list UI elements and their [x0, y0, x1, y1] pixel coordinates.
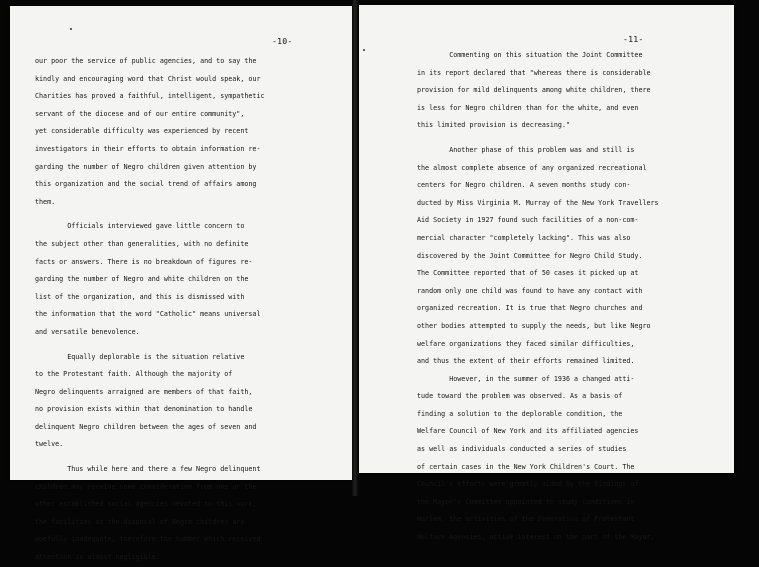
text-line: ducted by Miss Virginia M. Murray of the New York Travellers — [417, 198, 659, 207]
text-line: other established social agencies devoted to this work, — [35, 500, 257, 509]
text-line: Equally deplorable is the situation relative — [35, 352, 245, 361]
text-line: in its report declared that "whereas there is considerable — [417, 68, 651, 77]
text-line: facts or answers. There is no breakdown of figures re- — [35, 257, 253, 266]
text-line: centers for Negro children. A seven months study con- — [417, 181, 631, 190]
scan-speck — [70, 28, 72, 30]
left-page — [10, 6, 353, 562]
text-line: investigators in their efforts to obtain information re- — [35, 144, 261, 153]
text-line: Aid Society in 1927 found such facilities of a non-com- — [417, 216, 639, 225]
paragraph-gap — [35, 211, 265, 218]
text-line: Harlem, the activities of the Federation of Protestant — [417, 515, 635, 524]
text-line: attention is almost negligible. — [35, 553, 160, 562]
text-line: this organization and the social trend of affairs among — [35, 180, 257, 189]
text-line: discovered by the Joint Committee for Negro Child Study. — [417, 251, 643, 260]
text-line: However, in the summer of 1936 a changed atti- — [417, 374, 635, 383]
text-line: Welfare Council of New York and its affiliated agencies — [417, 427, 639, 436]
page-number-left: -10- — [272, 36, 293, 46]
text-line: Welfare Agencies, active interest on the part of the Mayor, — [417, 533, 655, 542]
text-line: no provision exists within that denomination to handle — [35, 405, 253, 414]
text-line: as well as individuals conducted a series of studies — [417, 445, 627, 454]
text-line: list of the organization, and this is dismissed with — [35, 292, 245, 301]
text-line: the subject other than generalities, with no definite — [35, 239, 249, 248]
text-line: organized recreation. It is true that Negro churches and — [417, 304, 643, 313]
page-number-right: -11- — [623, 34, 644, 44]
text-line: the Mayor's Committee appointed to study conditions in — [417, 497, 635, 506]
text-line: provision for mild delinquents among white children, there — [417, 86, 651, 95]
text-line: and thus the extent of their efforts remained limited. — [417, 357, 635, 366]
text-line: woefully inadequate, therefore the number which received — [35, 535, 261, 544]
text-line: the almost complete absence of any organized recreational — [417, 163, 647, 172]
paragraph-gap — [417, 135, 659, 142]
text-line: The Committee reported that of 50 cases it picked up at — [417, 269, 639, 278]
text-line: the facilities at the disposal of Negro children are — [35, 517, 245, 526]
text-line: is less for Negro children than for the white, and even — [417, 103, 639, 112]
text-line: garding the number of Negro children given attention by — [35, 162, 257, 171]
paragraph-gap — [35, 454, 265, 461]
scan-speck — [363, 49, 365, 51]
text-line: delinquent Negro children between the ages of seven and — [35, 422, 257, 431]
text-line: twelve. — [35, 440, 64, 449]
text-line: Thus while here and there a few Negro delinquent — [35, 465, 261, 474]
text-line: random only one child was found to have any contact with — [417, 286, 643, 295]
text-line: this limited provision is decreasing." — [417, 121, 570, 130]
left-page-text — [35, 53, 265, 567]
text-line: and versatile benevolence. — [35, 327, 140, 336]
text-line: to the Protestant faith. Although the majority of — [35, 370, 233, 379]
text-line: mercial character "completely lacking". This was also — [417, 233, 631, 242]
text-line: children may receive some consideration from one or the — [35, 482, 257, 491]
text-line: servant of the diocese and of our entire community", — [35, 109, 245, 118]
right-page — [359, 5, 734, 542]
right-page-text — [417, 47, 659, 547]
text-line: Council's efforts were greatly aided by the findings of — [417, 480, 639, 489]
text-line: our poor the service of public agencies, and to say the — [35, 57, 257, 65]
text-line: Charities has proved a faithful, intelligent, sympathetic — [35, 92, 265, 101]
text-line: Another phase of this problem was and still is — [417, 145, 635, 154]
paragraph-gap — [35, 342, 265, 349]
text-line: Officials interviewed gave little concern to — [35, 222, 245, 231]
text-line: Commenting on this situation the Joint Committee — [417, 51, 643, 59]
text-line: garding the number of Negro and white children on the — [35, 275, 249, 284]
text-line: kindly and encouraging word that Christ would speak, our — [35, 74, 261, 83]
text-line: of certain cases in the New York Children's Court. The — [417, 462, 635, 471]
text-line: them. — [35, 197, 56, 206]
text-line: other bodies attempted to supply the needs, but like Negro — [417, 321, 651, 330]
text-line: the information that the word "Catholic" means universal — [35, 310, 261, 319]
book-fold — [352, 0, 358, 496]
text-line: Negro delinquents arraigned are members of that faith, — [35, 387, 253, 396]
text-line: welfare organizations they faced similar difficulties, — [417, 339, 635, 348]
text-line: tude toward the problem was observed. As a basis of — [417, 392, 623, 401]
text-line: yet considerable difficulty was experienced by recent — [35, 127, 249, 136]
text-line: finding a solution to the deplorable condition, the — [417, 409, 623, 418]
